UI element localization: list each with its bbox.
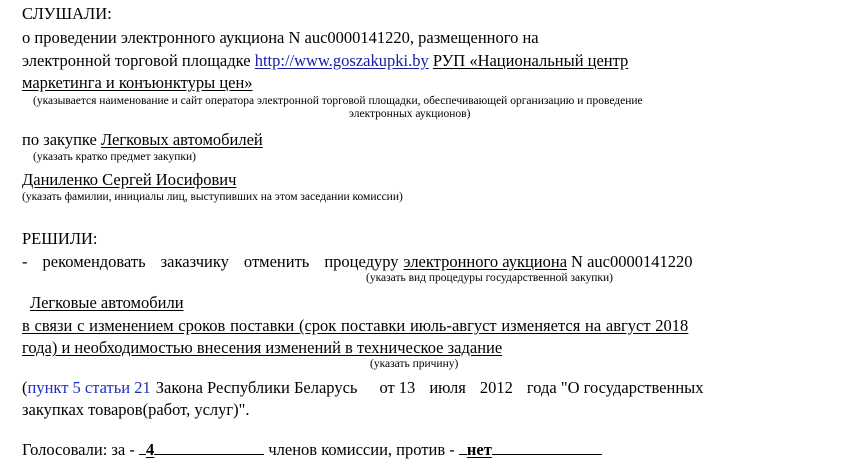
note-reason: (указать причину): [370, 358, 459, 370]
rec-word-recommend: рекомендовать: [42, 252, 146, 271]
platform-url-link[interactable]: http://www.goszakupki.by: [254, 51, 429, 70]
law-line: [22, 378, 704, 397]
operator-name-part2: маркетинга и конъюнктуры цен»: [22, 73, 253, 92]
vote-prefix: Голосовали: за -: [22, 440, 135, 459]
speaker-name: Даниленко Сергей Иосифович: [22, 170, 237, 189]
law-reference: пункт 5 статьи 21: [27, 378, 151, 397]
operator-name-part1: РУП «Национальный центр: [432, 51, 629, 70]
decided-subject: Легковые автомобили: [30, 293, 184, 312]
procedure-number: N auc0000141220: [571, 252, 693, 271]
note-speaker: (указать фамилии, инициалы лиц, выступивших на этом заседании комиссии): [22, 191, 403, 203]
law-date-day: от 13: [379, 378, 416, 397]
note-subject: (указать кратко предмет закупки): [33, 151, 196, 163]
vote-middle: членов комиссии, против -: [268, 440, 455, 459]
law-open-paren: (: [22, 378, 28, 397]
decided-heading: РЕШИЛИ:: [22, 229, 98, 248]
rec-dash: -: [22, 252, 28, 271]
heard-intro: о проведении электронного аукциона N auc0000141220, размещенного на: [22, 28, 539, 47]
purchase-subject: Легковых автомобилей: [100, 130, 263, 149]
rec-word-cancel: отменить: [243, 252, 310, 271]
law-title: Закона Республики Беларусь: [155, 378, 358, 397]
rec-word-customer: заказчику: [160, 252, 229, 271]
platform-prefix: электронной торговой площадке: [22, 51, 251, 70]
vote-line: [22, 440, 602, 459]
subject-line: [22, 130, 263, 149]
reason-line2: года) и необходимостью внесения изменений в техническое задание: [22, 338, 503, 357]
law-line2: закупках товаров(работ, услуг)".: [22, 400, 250, 419]
law-name-start: года "О государственных: [526, 378, 704, 397]
platform-line: [22, 51, 628, 70]
vote-for-count: 4: [146, 440, 155, 459]
procedure-type: электронного аукциона: [403, 252, 568, 271]
law-date-year: 2012: [479, 378, 513, 397]
vote-against: нет: [466, 440, 492, 459]
heard-heading: СЛУШАЛИ:: [22, 4, 112, 23]
reason-line1: в связи с изменением сроков поставки (срок поставки июль-август изменяется на август 2018: [22, 316, 689, 335]
note-operator-line2: электронных аукционов): [349, 108, 471, 120]
note-operator-line1: (указывается наименование и сайт оператора электронной торговой площадки, обеспечивающей организацию и проведение: [33, 95, 643, 107]
note-procedure: (указать вид процедуры государственной закупки): [366, 272, 613, 284]
law-date-month: июля: [429, 378, 466, 397]
recommendation-line: [22, 252, 693, 271]
rec-word-procedure: процедуру: [324, 252, 399, 271]
subject-prefix: по закупке: [22, 130, 97, 149]
